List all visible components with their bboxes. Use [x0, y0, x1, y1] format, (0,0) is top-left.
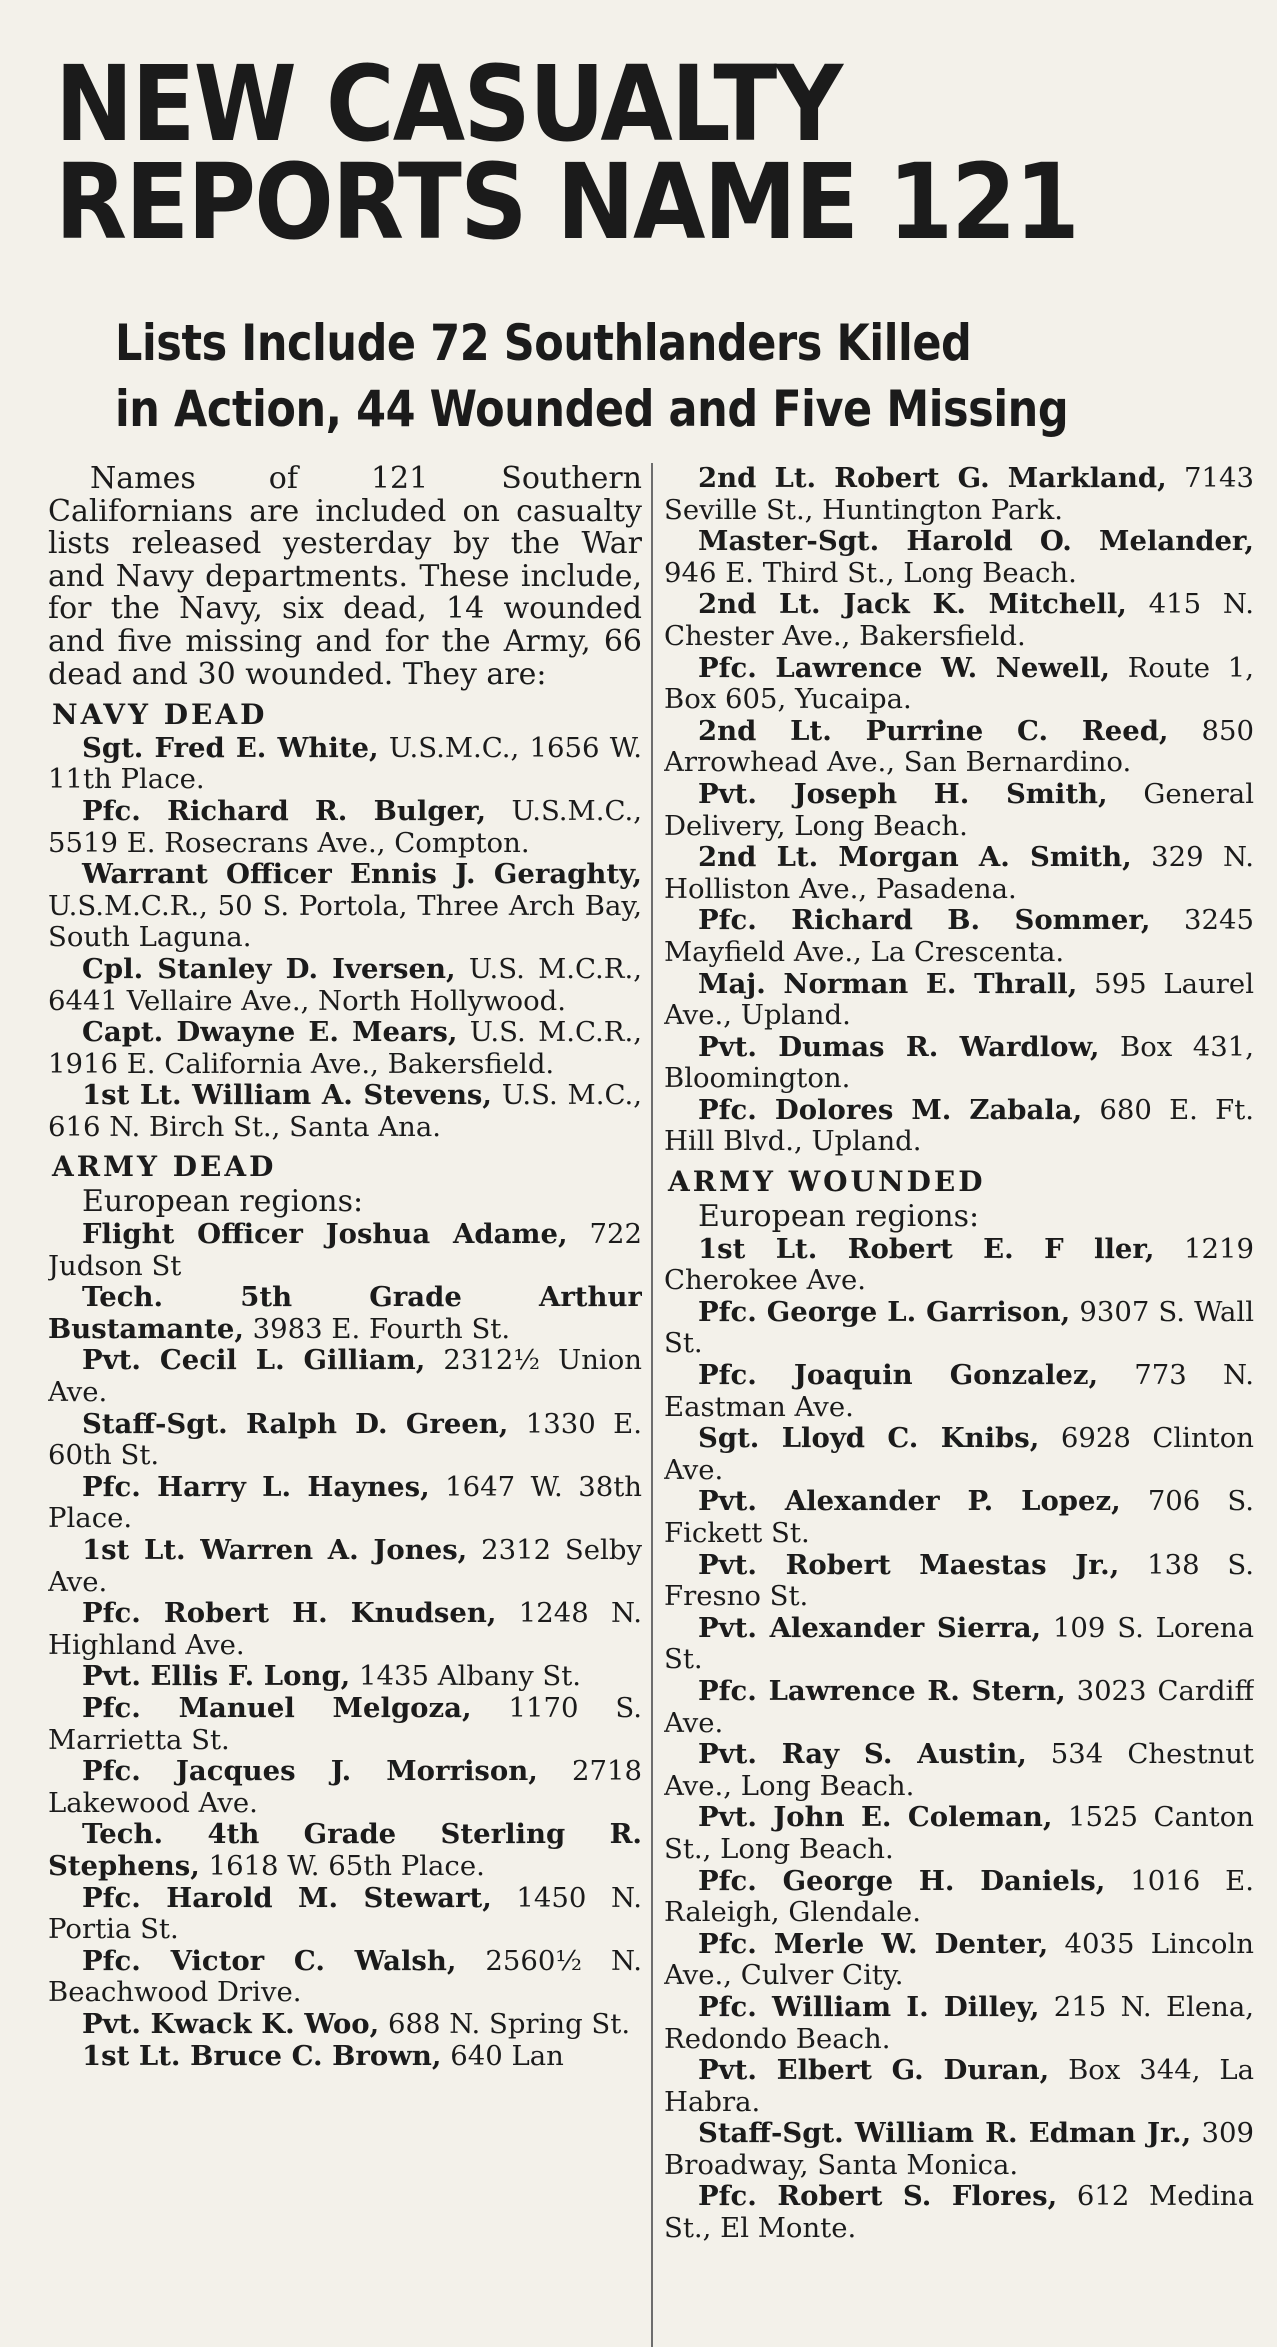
casualty-entry [664, 2118, 1254, 2181]
casualty-entry [48, 1219, 642, 1282]
casualty-address: 688 N. Spring St. [379, 2007, 631, 2040]
casualty-address: 1219 Cherokee Ave. [664, 1232, 1254, 1297]
casualty-name: Pvt. Elbert G. Duran, [698, 2054, 1050, 2087]
casualty-name: Maj. Norman E. Thrall, [698, 967, 1078, 1000]
casualty-address: 1435 Albany St. [350, 1660, 581, 1693]
casualty-name: Pfc. Merle W. Denter, [698, 1927, 1049, 1960]
casualty-name: Pfc. Lawrence W. Newell, [698, 651, 1110, 684]
casualty-name: Pvt. Alexander Sierra, [698, 1611, 1042, 1644]
casualty-address: 1525 Canton St., Long Beach. [664, 1801, 1254, 1865]
casualty-entry [664, 969, 1254, 1032]
casualty-entry [664, 463, 1254, 526]
casualty-address: 329 N. Holliston Ave., Pasadena. [664, 841, 1254, 905]
casualty-entry [48, 1946, 642, 2009]
casualty-entry [664, 779, 1254, 842]
casualty-name: 2nd Lt. Purrine C. Reed, [698, 714, 1169, 747]
casualty-entry [664, 716, 1254, 779]
casualty-entry [48, 2009, 642, 2041]
casualty-address: 138 S. Fresno St. [664, 1548, 1254, 1613]
casualty-name: Pfc. Richard B. Sommer, [698, 904, 1151, 937]
casualty-entry [664, 905, 1254, 968]
casualty-entry [48, 1819, 642, 1882]
casualty-name: Pvt. Joseph H. Smith, [698, 777, 1108, 810]
casualty-address: 1170 S. Marrietta St. [48, 1691, 642, 1756]
intro-paragraph: Names of 121 Southern Californians are included on casualty lists released yesterday by the War and Navy departments. These include, for the Navy, six dead, 14 wounded and five missing and for the Army, 66 dead and 30 wounded. They are: [48, 463, 642, 692]
casualty-name: Sgt. Fred E. White, [82, 731, 379, 764]
casualty-name: Staff-Sgt. William R. Edman Jr., [698, 2117, 1192, 2150]
casualty-entry [48, 1756, 642, 1819]
casualty-entry [664, 1297, 1254, 1360]
casualty-entry [664, 842, 1254, 905]
casualty-address: 309 Broadway, Santa Monica. [664, 2117, 1254, 2181]
subheadline-line-1: Lists Include 72 Southlanders Killed [115, 314, 972, 372]
casualty-address: U.S. M.C., 616 N. Birch St., Santa Ana. [48, 1079, 642, 1143]
casualty-name: Pfc. Harry L. Haynes, [82, 1470, 430, 1503]
casualty-entry [664, 1739, 1254, 1802]
casualty-address: 534 Chestnut Ave., Long Beach. [664, 1738, 1254, 1802]
casualty-entry [664, 1992, 1254, 2055]
headline-line-2: REPORTS NAME 121 [55, 141, 1078, 263]
casualty-name: Pfc. Robert H. Knudsen, [82, 1597, 497, 1630]
casualty-address: 773 N. Eastman Ave. [664, 1359, 1254, 1423]
casualty-name: Pfc. Manuel Melgoza, [82, 1691, 472, 1724]
casualty-address: 612 Medina St., El Monte. [664, 2180, 1254, 2245]
casualty-address: 2312½ Union Ave. [48, 1344, 642, 1409]
casualty-entry [664, 1423, 1254, 1486]
casualty-address: 680 E. Ft. Hill Blvd., Upland. [664, 1093, 1254, 1158]
casualty-entry [664, 1613, 1254, 1676]
casualty-entry [48, 2041, 642, 2073]
casualty-name: Pvt. Robert Maestas Jr., [698, 1548, 1120, 1581]
casualty-entry [664, 1550, 1254, 1613]
casualty-address: Box 431, Bloomington. [664, 1030, 1254, 1095]
casualty-address: 706 S. Fickett St. [664, 1485, 1254, 1549]
casualty-entry [664, 2055, 1254, 2118]
casualty-address: 1647 W. 38th Place. [48, 1470, 642, 1535]
army-wounded-heading: ARMY WOUNDED [668, 1165, 986, 1199]
casualty-entry [48, 1472, 642, 1535]
headline [55, 43, 1117, 263]
casualty-entry [664, 526, 1254, 589]
casualty-entry [664, 1866, 1254, 1929]
subheadline-line-2: in Action, 44 Wounded and Five Missing [115, 380, 1069, 438]
casualty-address: 640 Lan [441, 2039, 564, 2072]
casualty-name: Capt. Dwayne E. Mears, [82, 1016, 458, 1049]
right-column [664, 463, 1254, 2347]
casualty-entry [48, 1282, 642, 1345]
casualty-entry [48, 1598, 642, 1661]
casualty-name: Pfc. Victor C. Walsh, [82, 1944, 457, 1977]
casualty-name: Warrant Officer Ennis J. Geraghty, [82, 858, 642, 891]
casualty-name: Pfc. William I. Dilley, [698, 1990, 1040, 2023]
casualty-entry [664, 1095, 1254, 1158]
casualty-name: Cpl. Stanley D. Iversen, [82, 952, 456, 985]
casualty-name: Pfc. Robert S. Flores, [698, 2180, 1058, 2213]
casualty-entry [664, 1032, 1254, 1095]
casualty-entry [48, 733, 642, 796]
column-divider [651, 463, 653, 2347]
casualty-name: Pfc. Harold M. Stewart, [82, 1881, 492, 1914]
casualty-address: U.S. M.C.R., 6441 Vellaire Ave., North Hollywood. [48, 952, 642, 1017]
casualty-entry [48, 1661, 642, 1693]
casualty-entry [664, 1486, 1254, 1549]
casualty-address: Box 344, La Habra. [664, 2054, 1254, 2118]
casualty-entry [664, 1234, 1254, 1297]
casualty-entry [48, 796, 642, 859]
casualty-entry [48, 1080, 642, 1143]
army-dead-region: European regions: [82, 1184, 364, 1220]
casualty-name: 2nd Lt. Morgan A. Smith, [698, 841, 1132, 874]
left-column [48, 463, 642, 2347]
casualty-name: 1st Lt. Bruce C. Brown, [82, 2039, 442, 2072]
casualty-address: 109 S. Lorena St. [664, 1611, 1254, 1676]
casualty-entry [664, 1676, 1254, 1739]
casualty-name: Tech. 4th Grade Sterling R. Stephens, [48, 1818, 642, 1882]
casualty-name: Staff-Sgt. Ralph D. Green, [82, 1407, 509, 1440]
casualty-address: U.S. M.C.R., 1916 E. California Ave., Bakersfield. [48, 1016, 642, 1080]
army-dead-continued-list [664, 463, 1254, 1158]
casualty-entry [664, 1929, 1254, 1992]
casualty-entry [48, 1409, 642, 1472]
casualty-address: Route 1, Box 605, Yucaipa. [664, 651, 1254, 716]
casualty-address: 3023 Cardiff Ave. [664, 1674, 1254, 1739]
casualty-name: Pfc. Joaquin Gonzalez, [698, 1359, 1099, 1392]
casualty-address: 3245 Mayfield Ave., La Crescenta. [664, 904, 1254, 968]
casualty-address: 1330 E. 60th St. [48, 1407, 642, 1472]
casualty-name: 2nd Lt. Robert G. Markland, [698, 463, 1167, 494]
casualty-entry [664, 1802, 1254, 1865]
casualty-address: U.S.M.C., 1656 W. 11th Place. [48, 731, 642, 796]
casualty-name: Pvt. Alexander P. Lopez, [698, 1485, 1121, 1518]
casualty-entry [664, 1360, 1254, 1423]
casualty-address: 4035 Lincoln Ave., Culver City. [664, 1927, 1254, 1992]
casualty-address: 1618 W. 65th Place. [199, 1849, 485, 1882]
casualty-address: 1248 N. Highland Ave. [48, 1597, 642, 1661]
casualty-name: 1st Lt. Warren A. Jones, [82, 1534, 468, 1566]
casualty-name: Pvt. Cecil L. Gilliam, [82, 1344, 426, 1377]
casualty-address: 215 N. Elena, Redondo Beach. [664, 1990, 1254, 2055]
casualty-entry [664, 653, 1254, 716]
casualty-entry [48, 1017, 642, 1080]
headline-line-1: NEW CASUALTY [55, 43, 842, 165]
casualty-name: Pfc. Jacques J. Morrison, [82, 1755, 538, 1788]
army-dead-heading: ARMY DEAD [52, 1150, 277, 1184]
casualty-address: 2718 Lakewood Ave. [48, 1755, 642, 1819]
casualty-name: 1st Lt. William A. Stevens, [82, 1079, 492, 1112]
subheadline [115, 310, 1069, 442]
casualty-address: U.S.M.C., 5519 E. Rosecrans Ave., Compton. [48, 794, 642, 859]
casualty-entry [664, 2181, 1254, 2244]
casualty-address: 1450 N. Portia St. [48, 1881, 642, 1946]
casualty-name: 1st Lt. Robert E. F ller, [698, 1232, 1155, 1265]
casualty-address: 2560½ N. Beachwood Drive. [48, 1944, 642, 2009]
casualty-address: 595 Laurel Ave., Upland. [664, 967, 1254, 1032]
casualty-name: Flight Officer Joshua Adame, [82, 1218, 568, 1251]
casualty-address: 9307 S. Wall St. [664, 1295, 1254, 1360]
casualty-entry [48, 1693, 642, 1756]
casualty-entry [48, 1535, 642, 1598]
casualty-entry [48, 859, 642, 954]
casualty-address: U.S.M.C.R., 50 S. Portola, Three Arch Bay, South Laguna. [48, 889, 642, 954]
casualty-address: 946 E. Third St., Long Beach. [664, 556, 1077, 589]
casualty-address: 722 Judson St [48, 1218, 642, 1282]
casualty-address: General Delivery, Long Beach. [664, 777, 1254, 842]
casualty-address: 3983 E. Fourth St. [243, 1312, 511, 1345]
casualty-name: Master-Sgt. Harold O. Melander, [698, 525, 1254, 558]
casualty-entry [48, 1345, 642, 1408]
casualty-name: 2nd Lt. Jack K. Mitchell, [698, 588, 1127, 621]
casualty-name: Pfc. Richard R. Bulger, [82, 794, 487, 827]
casualty-address: 7143 Seville St., Huntington Park. [664, 463, 1254, 526]
casualty-name: Pfc. George H. Daniels, [698, 1864, 1106, 1897]
army-wounded-region: European regions: [698, 1198, 980, 1234]
casualty-name: Pvt. Kwack K. Woo, [82, 2007, 380, 2040]
navy-dead-list [48, 733, 642, 1144]
casualty-address: 6928 Clinton Ave. [664, 1422, 1254, 1486]
casualty-address: 1016 E. Raleigh, Glendale. [664, 1864, 1254, 1929]
casualty-name: Tech. 5th Grade Arthur Bustamante, [48, 1281, 642, 1345]
army-dead-list [48, 1219, 642, 2072]
casualty-name: Pfc. George L. Garrison, [698, 1295, 1071, 1328]
casualty-address: 850 Arrowhead Ave., San Bernardino. [664, 714, 1254, 779]
casualty-address: 415 N. Chester Ave., Bakersfield. [664, 588, 1254, 652]
casualty-entry [664, 589, 1254, 652]
casualty-name: Pvt. Ray S. Austin, [698, 1738, 1027, 1771]
casualty-name: Pfc. Lawrence R. Stern, [698, 1674, 1066, 1707]
casualty-name: Pvt. John E. Coleman, [698, 1801, 1053, 1834]
casualty-name: Pfc. Dolores M. Zabala, [698, 1093, 1083, 1126]
casualty-name: Pvt. Dumas R. Wardlow, [698, 1030, 1100, 1063]
army-wounded-list [664, 1234, 1254, 2245]
casualty-entry [48, 1883, 642, 1946]
navy-dead-heading: NAVY DEAD [52, 698, 268, 732]
casualty-name: Sgt. Lloyd C. Knibs, [698, 1422, 1040, 1455]
casualty-address: 2312 Selby Ave. [48, 1534, 642, 1598]
casualty-entry [48, 954, 642, 1017]
casualty-name: Pvt. Ellis F. Long, [82, 1660, 351, 1693]
